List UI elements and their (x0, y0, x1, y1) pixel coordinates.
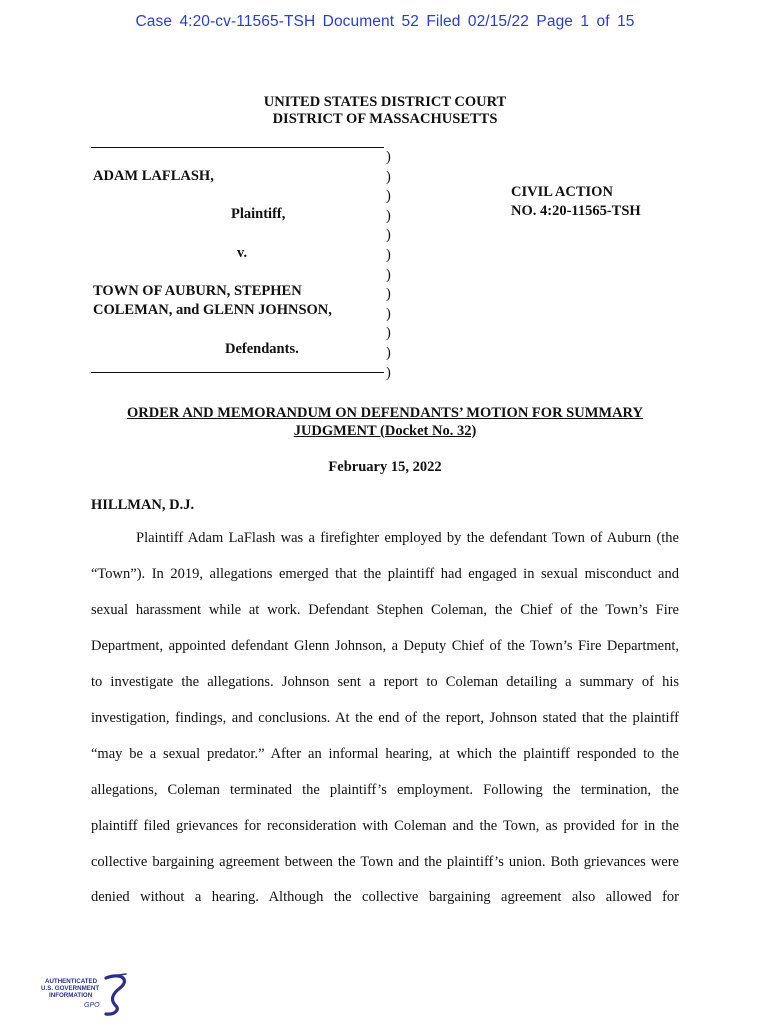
body-line: to investigate the allegations. Johnson sent a report to Coleman detailing a summary of his (91, 674, 679, 690)
defendants-names-line2: COLEMAN, and GLENN JOHNSON, (93, 302, 332, 318)
caption-paren: ) (386, 246, 391, 263)
case-header-stamp: Case 4:20-cv-11565-TSH Document 52 Filed 02/15/22 Page 1 of 15 (135, 13, 635, 30)
caption-paren: ) (386, 149, 391, 165)
body-line: Department, appointed defendant Glenn Johnson, a Deputy Chief of the Town’s Fire Department, (91, 638, 679, 654)
body-line: allegations, Coleman terminated the plaintiff’s employment. Following the termination, the (91, 782, 679, 798)
caption-paren: ) (386, 188, 391, 205)
civil-action-number: NO. 4:20-11565-TSH (511, 202, 641, 219)
caption-paren: ) (386, 325, 391, 342)
defendants-role: Defendants. (225, 341, 299, 357)
caption-top-rule (91, 147, 384, 148)
plaintiff-role: Plaintiff, (231, 206, 286, 222)
body-line: collective bargaining agreement between the Town and the plaintiff’s union. Both grievances were (91, 854, 679, 870)
body-line: Plaintiff Adam LaFlash was a firefighter employed by the defendant Town of Auburn (the (136, 530, 679, 546)
eagle-mark-icon (106, 976, 124, 1014)
body-line: “Town”). In 2019, allegations emerged that the plaintiff had engaged in sexual misconduct and (91, 566, 679, 582)
caption-paren: ) (386, 286, 391, 303)
caption-paren: ) (386, 305, 391, 322)
caption-paren: ) (386, 168, 391, 185)
gpo-authenticated-logo (40, 972, 136, 1016)
logo-text-line2: U.S. GOVERNMENT (41, 985, 100, 992)
versus: v. (237, 245, 248, 261)
court-title (0, 94, 770, 128)
court-district: DISTRICT OF MASSACHUSETTS (272, 111, 498, 127)
caption-paren: ) (386, 266, 391, 283)
body-line: investigation, findings, and conclusions. At the end of the report, Johnson stated that the plaintiff (91, 710, 679, 726)
judge-name: HILLMAN, D.J. (91, 497, 195, 513)
caption-paren-column (386, 148, 396, 383)
caption-paren: ) (386, 227, 391, 244)
caption-paren: ) (386, 207, 391, 224)
civil-action-label: CIVIL ACTION (511, 184, 613, 200)
order-title: ORDER AND MEMORANDUM ON DEFENDANTS’ MOTION FOR SUMMARY JUDGMENT (Docket No. 32) (127, 405, 643, 439)
defendants-names-line1: TOWN OF AUBURN, STEPHEN (93, 283, 302, 299)
body-line: plaintiff filed grievances for reconsideration with Coleman and the Town, as provided for in the (91, 818, 679, 834)
civil-action-block (511, 183, 641, 220)
logo-gpo-mark: GPO (84, 1002, 100, 1009)
caption-bottom-rule (91, 372, 384, 373)
logo-text-line1: AUTHENTICATED (45, 978, 98, 985)
plaintiff-name: ADAM LAFLASH, (93, 168, 214, 184)
logo-text-line3: INFORMATION (49, 992, 93, 999)
caption-paren: ) (386, 344, 391, 361)
body-line: sexual harassment while at work. Defendant Stephen Coleman, the Chief of the Town’s Fire (91, 602, 679, 618)
body-line: denied without a hearing. Although the collective bargaining agreement also allowed for (91, 889, 679, 905)
body-line: “may be a sexual predator.” After an informal hearing, at which the plaintiff responded to the (91, 746, 679, 762)
court-name: UNITED STATES DISTRICT COURT (263, 94, 507, 110)
caption-paren: ) (386, 364, 391, 381)
order-date: February 15, 2022 (328, 459, 442, 475)
